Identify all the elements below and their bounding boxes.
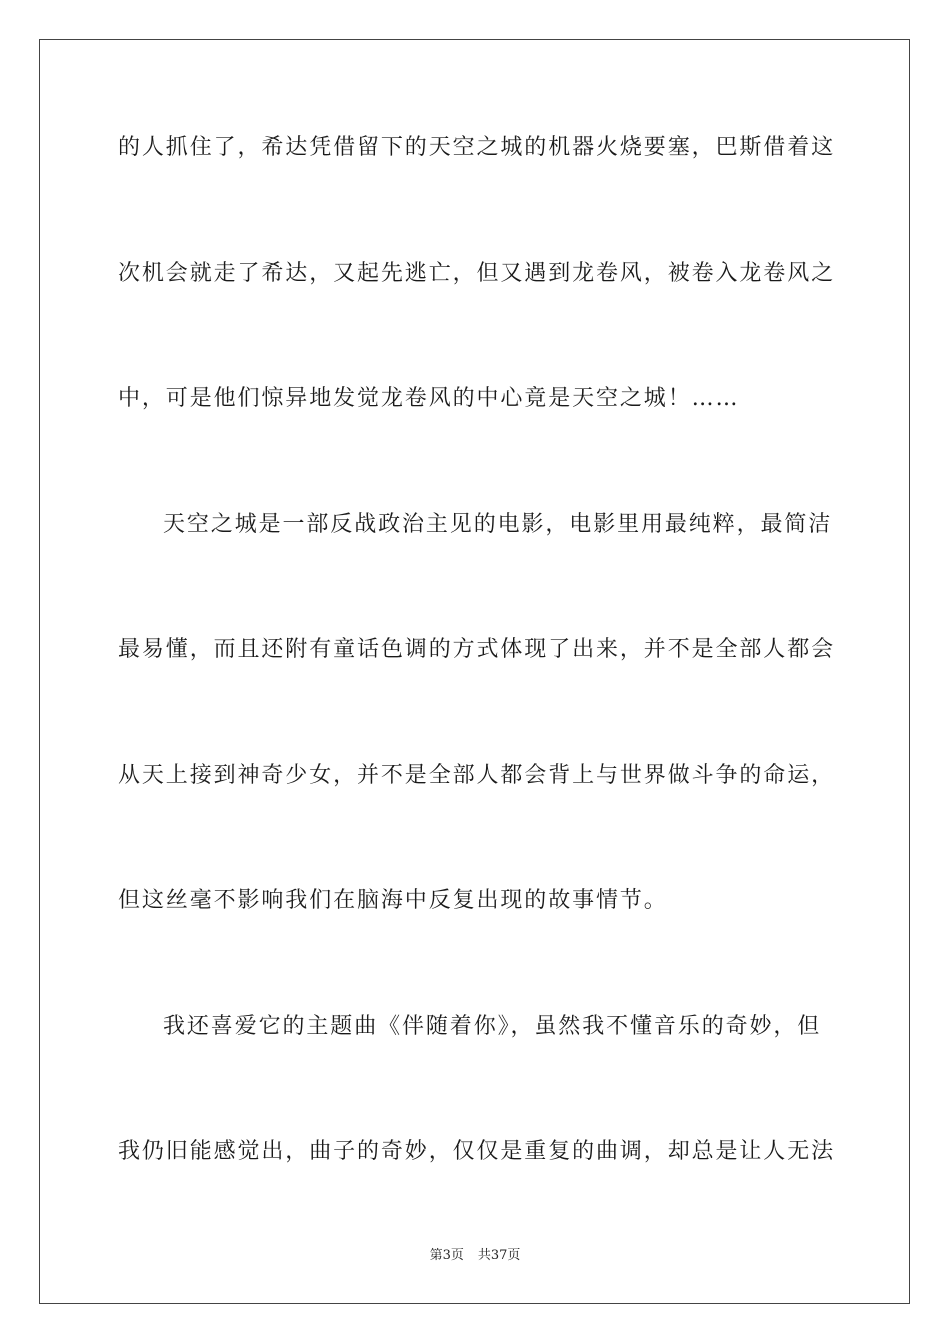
paragraph-3-line-1: 我还喜爱它的主题曲《伴随着你》，虽然我不懂音乐的奇妙，但 xyxy=(163,1014,822,1039)
text-line-5: 最易懂，而且还附有童话色调的方式体现了出来，并不是全部人都会 xyxy=(118,637,836,662)
text-line-1: 的人抓住了，希达凭借留下的天空之城的机器火烧要塞，巴斯借着这 xyxy=(118,135,836,160)
page-border xyxy=(39,39,910,1304)
text-line-6: 从天上接到神奇少女，并不是全部人都会背上与世界做斗争的命运， xyxy=(118,763,836,788)
paragraph-2-line-1: 天空之城是一部反战政治主见的电影，电影里用最纯粹，最简洁 xyxy=(163,512,833,537)
text-line-7: 但这丝毫不影响我们在脑海中反复出现的故事情节。 xyxy=(118,888,668,913)
page-number: 第3页 xyxy=(429,1248,464,1263)
text-line-2: 次机会就走了希达，又起先逃亡，但又遇到龙卷风，被卷入龙卷风之 xyxy=(118,261,836,286)
total-pages: 共37页 xyxy=(477,1248,521,1263)
text-line-3: 中，可是他们惊异地发觉龙卷风的中心竟是天空之城！…… xyxy=(118,386,740,411)
text-line-9: 我仍旧能感觉出，曲子的奇妙，仅仅是重复的曲调，却总是让人无法 xyxy=(118,1139,836,1164)
page-footer xyxy=(0,1247,950,1265)
